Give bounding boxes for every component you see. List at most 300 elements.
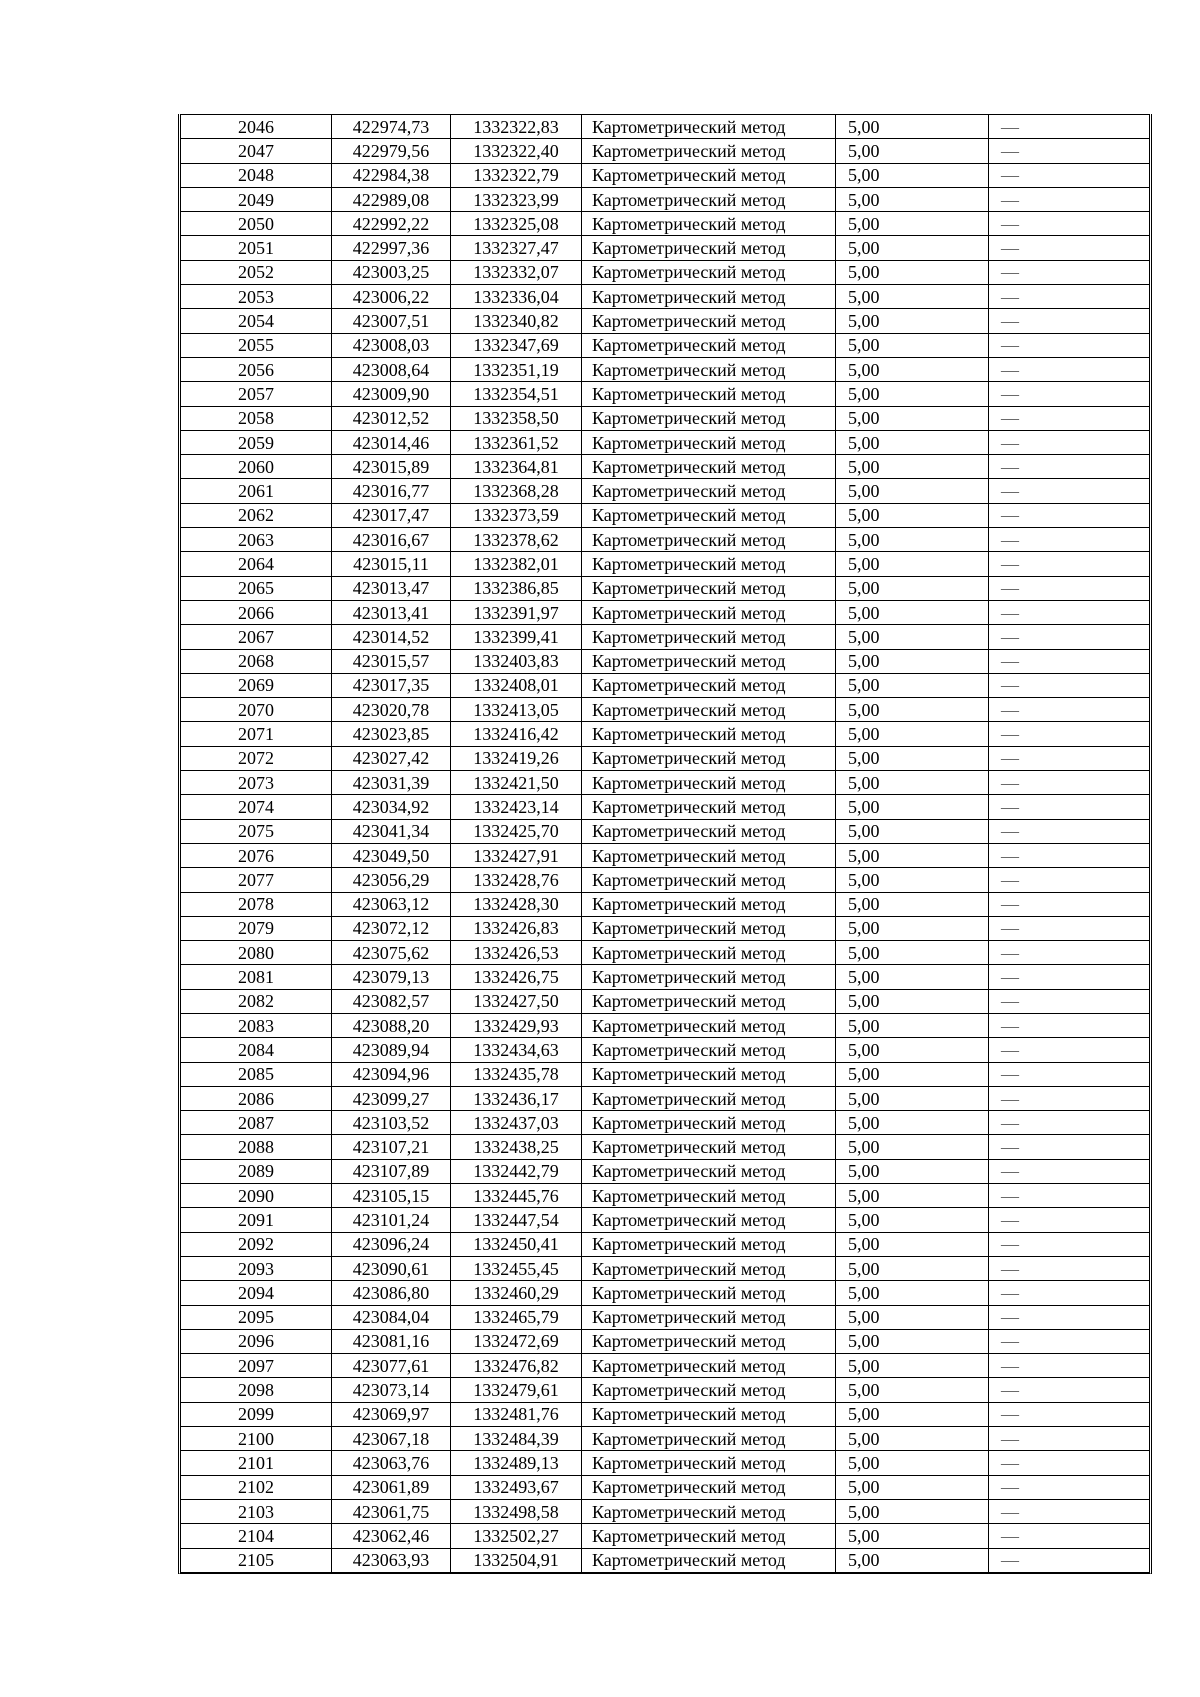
note-cell: — xyxy=(989,698,1150,722)
table-row xyxy=(181,285,1149,309)
table-row xyxy=(181,843,1149,867)
point-number-cell: 2062 xyxy=(181,503,332,527)
x-coordinate-cell: 423013,41 xyxy=(332,600,451,624)
table-row xyxy=(181,163,1149,187)
table-row xyxy=(181,1499,1149,1523)
accuracy-cell: 5,00 xyxy=(836,892,989,916)
point-number-cell: 2053 xyxy=(181,285,332,309)
y-coordinate-cell: 1332427,50 xyxy=(451,989,582,1013)
x-coordinate-cell: 423084,04 xyxy=(332,1305,451,1329)
table-row xyxy=(181,1062,1149,1086)
point-number-cell: 2061 xyxy=(181,479,332,503)
point-number-cell: 2077 xyxy=(181,868,332,892)
x-coordinate-cell: 423008,64 xyxy=(332,357,451,381)
x-coordinate-cell: 423073,14 xyxy=(332,1378,451,1402)
y-coordinate-cell: 1332423,14 xyxy=(451,795,582,819)
method-cell: Картометрический метод xyxy=(582,795,836,819)
method-cell: Картометрический метод xyxy=(582,1232,836,1256)
method-cell: Картометрический метод xyxy=(582,576,836,600)
coordinates-table-body xyxy=(181,115,1149,1573)
method-cell: Картометрический метод xyxy=(582,163,836,187)
x-coordinate-cell: 423012,52 xyxy=(332,406,451,430)
point-number-cell: 2057 xyxy=(181,382,332,406)
x-coordinate-cell: 423105,15 xyxy=(332,1184,451,1208)
point-number-cell: 2055 xyxy=(181,333,332,357)
accuracy-cell: 5,00 xyxy=(836,698,989,722)
table-row xyxy=(181,430,1149,454)
note-cell: — xyxy=(989,1111,1150,1135)
table-row xyxy=(181,868,1149,892)
method-cell: Картометрический метод xyxy=(582,503,836,527)
y-coordinate-cell: 1332382,01 xyxy=(451,552,582,576)
x-coordinate-cell: 423077,61 xyxy=(332,1354,451,1378)
table-row xyxy=(181,1378,1149,1402)
point-number-cell: 2095 xyxy=(181,1305,332,1329)
x-coordinate-cell: 423017,47 xyxy=(332,503,451,527)
method-cell: Картометрический метод xyxy=(582,1475,836,1499)
method-cell: Картометрический метод xyxy=(582,1208,836,1232)
table-row xyxy=(181,1305,1149,1329)
point-number-cell: 2093 xyxy=(181,1256,332,1280)
point-number-cell: 2052 xyxy=(181,260,332,284)
accuracy-cell: 5,00 xyxy=(836,576,989,600)
method-cell: Картометрический метод xyxy=(582,382,836,406)
method-cell: Картометрический метод xyxy=(582,528,836,552)
x-coordinate-cell: 423103,52 xyxy=(332,1111,451,1135)
accuracy-cell: 5,00 xyxy=(836,212,989,236)
accuracy-cell: 5,00 xyxy=(836,479,989,503)
method-cell: Картометрический метод xyxy=(582,260,836,284)
method-cell: Картометрический метод xyxy=(582,1354,836,1378)
point-number-cell: 2073 xyxy=(181,771,332,795)
table-row xyxy=(181,552,1149,576)
x-coordinate-cell: 423063,12 xyxy=(332,892,451,916)
x-coordinate-cell: 422997,36 xyxy=(332,236,451,260)
method-cell: Картометрический метод xyxy=(582,430,836,454)
x-coordinate-cell: 423099,27 xyxy=(332,1086,451,1110)
y-coordinate-cell: 1332368,28 xyxy=(451,479,582,503)
y-coordinate-cell: 1332455,45 xyxy=(451,1256,582,1280)
method-cell: Картометрический метод xyxy=(582,819,836,843)
method-cell: Картометрический метод xyxy=(582,965,836,989)
method-cell: Картометрический метод xyxy=(582,1548,836,1572)
accuracy-cell: 5,00 xyxy=(836,236,989,260)
table-row xyxy=(181,1232,1149,1256)
point-number-cell: 2059 xyxy=(181,430,332,454)
y-coordinate-cell: 1332403,83 xyxy=(451,649,582,673)
x-coordinate-cell: 422984,38 xyxy=(332,163,451,187)
table-row xyxy=(181,115,1149,139)
method-cell: Картометрический метод xyxy=(582,1305,836,1329)
y-coordinate-cell: 1332419,26 xyxy=(451,746,582,770)
accuracy-cell: 5,00 xyxy=(836,649,989,673)
point-number-cell: 2072 xyxy=(181,746,332,770)
y-coordinate-cell: 1332481,76 xyxy=(451,1402,582,1426)
method-cell: Картометрический метод xyxy=(582,771,836,795)
method-cell: Картометрический метод xyxy=(582,1159,836,1183)
accuracy-cell: 5,00 xyxy=(836,1135,989,1159)
method-cell: Картометрический метод xyxy=(582,1038,836,1062)
point-number-cell: 2065 xyxy=(181,576,332,600)
note-cell: — xyxy=(989,139,1150,163)
method-cell: Картометрический метод xyxy=(582,1086,836,1110)
x-coordinate-cell: 423013,47 xyxy=(332,576,451,600)
accuracy-cell: 5,00 xyxy=(836,187,989,211)
y-coordinate-cell: 1332434,63 xyxy=(451,1038,582,1062)
table-row xyxy=(181,1184,1149,1208)
x-coordinate-cell: 423081,16 xyxy=(332,1329,451,1353)
note-cell: — xyxy=(989,357,1150,381)
accuracy-cell: 5,00 xyxy=(836,1354,989,1378)
method-cell: Картометрический метод xyxy=(582,673,836,697)
table-row xyxy=(181,1281,1149,1305)
x-coordinate-cell: 423063,93 xyxy=(332,1548,451,1572)
table-row xyxy=(181,309,1149,333)
x-coordinate-cell: 423027,42 xyxy=(332,746,451,770)
note-cell: — xyxy=(989,455,1150,479)
y-coordinate-cell: 1332472,69 xyxy=(451,1329,582,1353)
accuracy-cell: 5,00 xyxy=(836,357,989,381)
accuracy-cell: 5,00 xyxy=(836,673,989,697)
point-number-cell: 2087 xyxy=(181,1111,332,1135)
x-coordinate-cell: 423096,24 xyxy=(332,1232,451,1256)
point-number-cell: 2076 xyxy=(181,843,332,867)
note-cell: — xyxy=(989,212,1150,236)
note-cell: — xyxy=(989,528,1150,552)
point-number-cell: 2099 xyxy=(181,1402,332,1426)
note-cell: — xyxy=(989,260,1150,284)
x-coordinate-cell: 423079,13 xyxy=(332,965,451,989)
note-cell: — xyxy=(989,1062,1150,1086)
accuracy-cell: 5,00 xyxy=(836,625,989,649)
point-number-cell: 2090 xyxy=(181,1184,332,1208)
y-coordinate-cell: 1332442,79 xyxy=(451,1159,582,1183)
method-cell: Картометрический метод xyxy=(582,722,836,746)
method-cell: Картометрический метод xyxy=(582,1062,836,1086)
method-cell: Картометрический метод xyxy=(582,1256,836,1280)
table-row xyxy=(181,1475,1149,1499)
x-coordinate-cell: 423009,90 xyxy=(332,382,451,406)
point-number-cell: 2079 xyxy=(181,916,332,940)
note-cell: — xyxy=(989,382,1150,406)
method-cell: Картометрический метод xyxy=(582,187,836,211)
point-number-cell: 2092 xyxy=(181,1232,332,1256)
method-cell: Картометрический метод xyxy=(582,236,836,260)
x-coordinate-cell: 423016,77 xyxy=(332,479,451,503)
point-number-cell: 2071 xyxy=(181,722,332,746)
method-cell: Картометрический метод xyxy=(582,1111,836,1135)
method-cell: Картометрический метод xyxy=(582,139,836,163)
y-coordinate-cell: 1332426,53 xyxy=(451,941,582,965)
note-cell: — xyxy=(989,1184,1150,1208)
x-coordinate-cell: 423061,89 xyxy=(332,1475,451,1499)
point-number-cell: 2078 xyxy=(181,892,332,916)
accuracy-cell: 5,00 xyxy=(836,382,989,406)
method-cell: Картометрический метод xyxy=(582,406,836,430)
point-number-cell: 2054 xyxy=(181,309,332,333)
point-number-cell: 2067 xyxy=(181,625,332,649)
accuracy-cell: 5,00 xyxy=(836,746,989,770)
y-coordinate-cell: 1332425,70 xyxy=(451,819,582,843)
accuracy-cell: 5,00 xyxy=(836,1184,989,1208)
point-number-cell: 2089 xyxy=(181,1159,332,1183)
accuracy-cell: 5,00 xyxy=(836,455,989,479)
accuracy-cell: 5,00 xyxy=(836,1548,989,1572)
accuracy-cell: 5,00 xyxy=(836,1402,989,1426)
point-number-cell: 2104 xyxy=(181,1524,332,1548)
x-coordinate-cell: 422992,22 xyxy=(332,212,451,236)
note-cell: — xyxy=(989,1208,1150,1232)
table-row xyxy=(181,357,1149,381)
method-cell: Картометрический метод xyxy=(582,649,836,673)
x-coordinate-cell: 423031,39 xyxy=(332,771,451,795)
accuracy-cell: 5,00 xyxy=(836,333,989,357)
x-coordinate-cell: 423014,46 xyxy=(332,430,451,454)
table-row xyxy=(181,1086,1149,1110)
note-cell: — xyxy=(989,236,1150,260)
accuracy-cell: 5,00 xyxy=(836,260,989,284)
table-row xyxy=(181,600,1149,624)
x-coordinate-cell: 422974,73 xyxy=(332,115,451,139)
note-cell: — xyxy=(989,965,1150,989)
x-coordinate-cell: 423003,25 xyxy=(332,260,451,284)
note-cell: — xyxy=(989,187,1150,211)
accuracy-cell: 5,00 xyxy=(836,1208,989,1232)
y-coordinate-cell: 1332347,69 xyxy=(451,333,582,357)
accuracy-cell: 5,00 xyxy=(836,1524,989,1548)
point-number-cell: 2085 xyxy=(181,1062,332,1086)
accuracy-cell: 5,00 xyxy=(836,552,989,576)
x-coordinate-cell: 423063,76 xyxy=(332,1451,451,1475)
note-cell: — xyxy=(989,1159,1150,1183)
method-cell: Картометрический метод xyxy=(582,1402,836,1426)
x-coordinate-cell: 423107,89 xyxy=(332,1159,451,1183)
y-coordinate-cell: 1332408,01 xyxy=(451,673,582,697)
note-cell: — xyxy=(989,892,1150,916)
note-cell: — xyxy=(989,1086,1150,1110)
x-coordinate-cell: 423072,12 xyxy=(332,916,451,940)
accuracy-cell: 5,00 xyxy=(836,843,989,867)
point-number-cell: 2047 xyxy=(181,139,332,163)
table-row xyxy=(181,819,1149,843)
x-coordinate-cell: 423090,61 xyxy=(332,1256,451,1280)
table-row xyxy=(181,528,1149,552)
note-cell: — xyxy=(989,1451,1150,1475)
point-number-cell: 2097 xyxy=(181,1354,332,1378)
method-cell: Картометрический метод xyxy=(582,1329,836,1353)
note-cell: — xyxy=(989,868,1150,892)
point-number-cell: 2080 xyxy=(181,941,332,965)
point-number-cell: 2105 xyxy=(181,1548,332,1572)
note-cell: — xyxy=(989,941,1150,965)
point-number-cell: 2074 xyxy=(181,795,332,819)
method-cell: Картометрический метод xyxy=(582,1184,836,1208)
table-row xyxy=(181,1451,1149,1475)
method-cell: Картометрический метод xyxy=(582,1427,836,1451)
method-cell: Картометрический метод xyxy=(582,1378,836,1402)
method-cell: Картометрический метод xyxy=(582,625,836,649)
method-cell: Картометрический метод xyxy=(582,698,836,722)
accuracy-cell: 5,00 xyxy=(836,309,989,333)
y-coordinate-cell: 1332378,62 xyxy=(451,528,582,552)
table-row xyxy=(181,1524,1149,1548)
table-row xyxy=(181,236,1149,260)
table-row xyxy=(181,941,1149,965)
y-coordinate-cell: 1332322,83 xyxy=(451,115,582,139)
point-number-cell: 2098 xyxy=(181,1378,332,1402)
table-row xyxy=(181,1402,1149,1426)
y-coordinate-cell: 1332493,67 xyxy=(451,1475,582,1499)
table-row xyxy=(181,892,1149,916)
y-coordinate-cell: 1332438,25 xyxy=(451,1135,582,1159)
note-cell: — xyxy=(989,843,1150,867)
y-coordinate-cell: 1332450,41 xyxy=(451,1232,582,1256)
point-number-cell: 2069 xyxy=(181,673,332,697)
accuracy-cell: 5,00 xyxy=(836,1013,989,1037)
note-cell: — xyxy=(989,819,1150,843)
y-coordinate-cell: 1332325,08 xyxy=(451,212,582,236)
x-coordinate-cell: 423006,22 xyxy=(332,285,451,309)
method-cell: Картометрический метод xyxy=(582,1135,836,1159)
point-number-cell: 2058 xyxy=(181,406,332,430)
point-number-cell: 2081 xyxy=(181,965,332,989)
table-row xyxy=(181,479,1149,503)
accuracy-cell: 5,00 xyxy=(836,139,989,163)
point-number-cell: 2075 xyxy=(181,819,332,843)
accuracy-cell: 5,00 xyxy=(836,1499,989,1523)
x-coordinate-cell: 423088,20 xyxy=(332,1013,451,1037)
y-coordinate-cell: 1332437,03 xyxy=(451,1111,582,1135)
note-cell: — xyxy=(989,795,1150,819)
y-coordinate-cell: 1332391,97 xyxy=(451,600,582,624)
note-cell: — xyxy=(989,576,1150,600)
table-row xyxy=(181,333,1149,357)
note-cell: — xyxy=(989,1038,1150,1062)
note-cell: — xyxy=(989,1232,1150,1256)
accuracy-cell: 5,00 xyxy=(836,600,989,624)
point-number-cell: 2050 xyxy=(181,212,332,236)
method-cell: Картометрический метод xyxy=(582,357,836,381)
note-cell: — xyxy=(989,552,1150,576)
method-cell: Картометрический метод xyxy=(582,115,836,139)
accuracy-cell: 5,00 xyxy=(836,795,989,819)
y-coordinate-cell: 1332426,83 xyxy=(451,916,582,940)
table-row xyxy=(181,625,1149,649)
x-coordinate-cell: 423101,24 xyxy=(332,1208,451,1232)
x-coordinate-cell: 423049,50 xyxy=(332,843,451,867)
table-row xyxy=(181,1354,1149,1378)
accuracy-cell: 5,00 xyxy=(836,965,989,989)
y-coordinate-cell: 1332426,75 xyxy=(451,965,582,989)
y-coordinate-cell: 1332484,39 xyxy=(451,1427,582,1451)
table-row xyxy=(181,576,1149,600)
x-coordinate-cell: 423017,35 xyxy=(332,673,451,697)
method-cell: Картометрический метод xyxy=(582,333,836,357)
y-coordinate-cell: 1332332,07 xyxy=(451,260,582,284)
table-row xyxy=(181,673,1149,697)
note-cell: — xyxy=(989,1499,1150,1523)
table-row xyxy=(181,771,1149,795)
x-coordinate-cell: 422979,56 xyxy=(332,139,451,163)
table-row xyxy=(181,1038,1149,1062)
method-cell: Картометрический метод xyxy=(582,868,836,892)
note-cell: — xyxy=(989,1281,1150,1305)
point-number-cell: 2083 xyxy=(181,1013,332,1037)
x-coordinate-cell: 423089,94 xyxy=(332,1038,451,1062)
note-cell: — xyxy=(989,1548,1150,1572)
table-row xyxy=(181,1013,1149,1037)
table-row xyxy=(181,649,1149,673)
y-coordinate-cell: 1332386,85 xyxy=(451,576,582,600)
method-cell: Картометрический метод xyxy=(582,455,836,479)
table-row xyxy=(181,455,1149,479)
table-row xyxy=(181,916,1149,940)
method-cell: Картометрический метод xyxy=(582,1451,836,1475)
y-coordinate-cell: 1332504,91 xyxy=(451,1548,582,1572)
y-coordinate-cell: 1332399,41 xyxy=(451,625,582,649)
x-coordinate-cell: 422989,08 xyxy=(332,187,451,211)
method-cell: Картометрический метод xyxy=(582,479,836,503)
y-coordinate-cell: 1332476,82 xyxy=(451,1354,582,1378)
note-cell: — xyxy=(989,479,1150,503)
method-cell: Картометрический метод xyxy=(582,309,836,333)
point-number-cell: 2096 xyxy=(181,1329,332,1353)
note-cell: — xyxy=(989,1378,1150,1402)
note-cell: — xyxy=(989,163,1150,187)
note-cell: — xyxy=(989,1305,1150,1329)
note-cell: — xyxy=(989,1135,1150,1159)
table-row xyxy=(181,1548,1149,1572)
table-row xyxy=(181,503,1149,527)
accuracy-cell: 5,00 xyxy=(836,1256,989,1280)
y-coordinate-cell: 1332428,76 xyxy=(451,868,582,892)
x-coordinate-cell: 423015,57 xyxy=(332,649,451,673)
point-number-cell: 2048 xyxy=(181,163,332,187)
table-row xyxy=(181,1208,1149,1232)
note-cell: — xyxy=(989,1475,1150,1499)
note-cell: — xyxy=(989,989,1150,1013)
method-cell: Картометрический метод xyxy=(582,1281,836,1305)
x-coordinate-cell: 423086,80 xyxy=(332,1281,451,1305)
note-cell: — xyxy=(989,1402,1150,1426)
accuracy-cell: 5,00 xyxy=(836,1329,989,1353)
x-coordinate-cell: 423008,03 xyxy=(332,333,451,357)
y-coordinate-cell: 1332351,19 xyxy=(451,357,582,381)
method-cell: Картометрический метод xyxy=(582,1013,836,1037)
note-cell: — xyxy=(989,309,1150,333)
method-cell: Картометрический метод xyxy=(582,746,836,770)
y-coordinate-cell: 1332336,04 xyxy=(451,285,582,309)
x-coordinate-cell: 423056,29 xyxy=(332,868,451,892)
table-row xyxy=(181,698,1149,722)
x-coordinate-cell: 423034,92 xyxy=(332,795,451,819)
method-cell: Картометрический метод xyxy=(582,552,836,576)
x-coordinate-cell: 423062,46 xyxy=(332,1524,451,1548)
table-row xyxy=(181,989,1149,1013)
point-number-cell: 2056 xyxy=(181,357,332,381)
accuracy-cell: 5,00 xyxy=(836,1062,989,1086)
method-cell: Картометрический метод xyxy=(582,916,836,940)
accuracy-cell: 5,00 xyxy=(836,503,989,527)
note-cell: — xyxy=(989,115,1150,139)
y-coordinate-cell: 1332421,50 xyxy=(451,771,582,795)
accuracy-cell: 5,00 xyxy=(836,1159,989,1183)
y-coordinate-cell: 1332498,58 xyxy=(451,1499,582,1523)
table-row xyxy=(181,965,1149,989)
y-coordinate-cell: 1332327,47 xyxy=(451,236,582,260)
y-coordinate-cell: 1332416,42 xyxy=(451,722,582,746)
point-number-cell: 2046 xyxy=(181,115,332,139)
